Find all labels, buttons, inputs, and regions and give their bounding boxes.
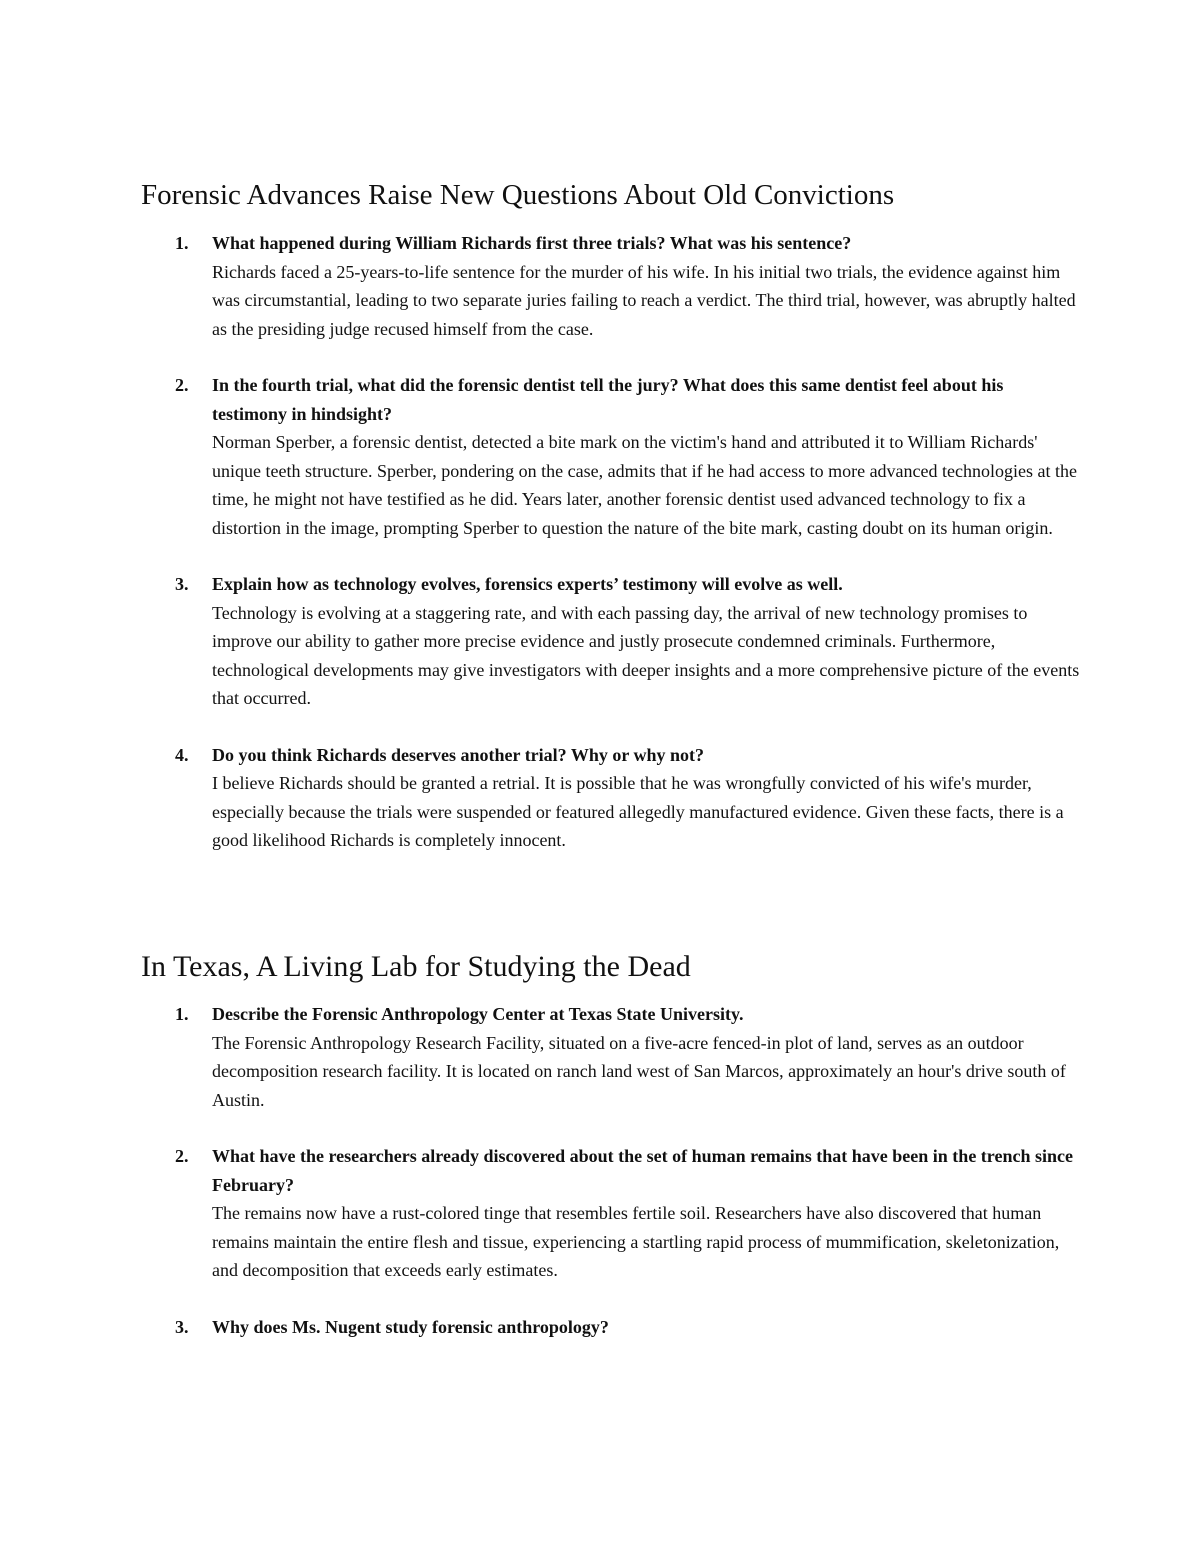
question-text: Explain how as technology evolves, forensics experts’ testimony will evolve as well. bbox=[212, 574, 843, 594]
question-text: What happened during William Richards first three trials? What was his sentence? bbox=[212, 233, 852, 253]
answer-text: The remains now have a rust-colored tinge that resembles fertile soil. Researchers have also discovered that human remains maintain the entire flesh and tissue, experiencing a startling rapid process of mummification, skeletonization, and decomposition that exceeds early estimates. bbox=[212, 1203, 1060, 1280]
question-item bbox=[141, 1313, 1081, 1342]
question-text: Do you think Richards deserves another trial? Why or why not? bbox=[212, 744, 705, 765]
question-number: 1. bbox=[175, 1004, 189, 1024]
question-number: 4. bbox=[175, 744, 189, 765]
answer-text: I believe Richards should be granted a retrial. It is possible that he was wrongfully convicted of his wife's murder, especially because the trials were suspended or featured allegedly manufactured evidence. Given these facts, there is a good likelihood Richards is completely innocent. bbox=[212, 773, 1064, 850]
question-item bbox=[141, 1000, 1081, 1114]
section-heading: Forensic Advances Raise New Questions About Old Convictions bbox=[141, 179, 895, 211]
section-forensic-advances bbox=[141, 175, 1081, 883]
question-number: 2. bbox=[175, 1146, 189, 1166]
question-text: What have the researchers already discovered about the set of human remains that have been in the trench since February? bbox=[212, 1146, 1073, 1195]
question-number: 3. bbox=[175, 1316, 189, 1337]
question-item bbox=[141, 371, 1081, 542]
question-text: Describe the Forensic Anthropology Center at Texas State University. bbox=[212, 1004, 744, 1024]
question-item bbox=[141, 570, 1081, 713]
question-number: 1. bbox=[175, 233, 189, 253]
question-list bbox=[141, 229, 1081, 855]
answer-text: Technology is evolving at a staggering rate, and with each passing day, the arrival of new technology promises to improve our ability to gather more precise evidence and justly prosecute condemned criminals. Furthermore, technological developments may give investigators with deeper insights and a more comprehensive picture of the events that occurred. bbox=[212, 602, 1080, 708]
answer-text: Norman Sperber, a forensic dentist, detected a bite mark on the victim's hand and attributed it to William Richards' unique teeth structure. Sperber, pondering on the case, admits that if he had access to more advanced technologies at the time, he might not have testified as he did. Years later, another forensic dentist used advanced technology to fix a distortion in the image, prompting Sperber to question the nature of the bite mark, casting doubt on its human origin. bbox=[212, 432, 1077, 538]
section-living-lab bbox=[141, 947, 1081, 1369]
question-number: 2. bbox=[175, 375, 189, 395]
section-heading: In Texas, A Living Lab for Studying the Dead bbox=[141, 950, 691, 983]
question-number: 3. bbox=[175, 574, 189, 594]
question-list bbox=[141, 1000, 1081, 1341]
question-item bbox=[141, 1142, 1081, 1285]
question-text: In the fourth trial, what did the forensic dentist tell the jury? What does this same dentist feel about his testimony in hindsight? bbox=[212, 375, 1004, 424]
question-item bbox=[141, 741, 1081, 855]
question-item bbox=[141, 229, 1081, 343]
question-text: Why does Ms. Nugent study forensic anthropology? bbox=[212, 1316, 609, 1337]
answer-text: Richards faced a 25-years-to-life sentence for the murder of his wife. In his initial two trials, the evidence against him was circumstantial, leading to two separate juries failing to reach a verdict. The third trial, however, was abruptly halted as the presiding judge recused himself from the case. bbox=[212, 261, 1076, 339]
answer-text: The Forensic Anthropology Research Facility, situated on a five-acre fenced-in plot of land, serves as an outdoor decomposition research facility. It is located on ranch land west of San Marcos, approximately an hour's drive south of Austin. bbox=[212, 1032, 1066, 1110]
